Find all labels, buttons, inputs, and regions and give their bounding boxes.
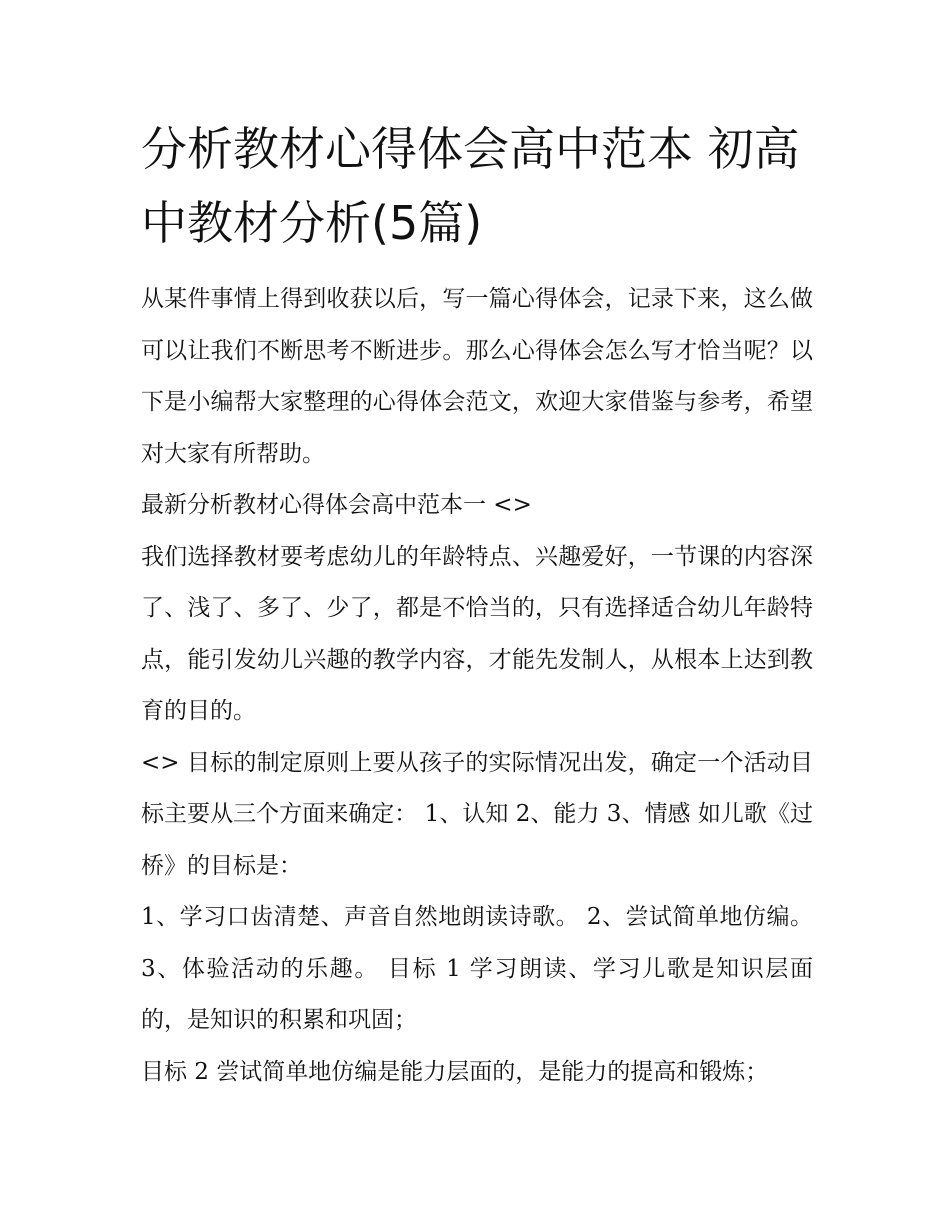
intro-paragraph: 从某件事情上得到收获以后，写一篇心得体会，记录下来，这么做可以让我们不断思考不断进步。那么心得体会怎么写才恰当呢？以下是小编帮大家整理的心得体会范文，欢迎大家借鉴与参考，希望对大家有所帮助。 [141,286,813,467]
document-page [141,112,813,1098]
document-body [141,274,813,1098]
body-paragraph: 我们选择教材要考虑幼儿的年龄特点、兴趣爱好，一节课的内容深了、浅了、多了、少了，都是不恰当的，只有选择适合幼儿年龄特点，能引发幼儿兴趣的教学内容，才能先发制人，从根本上达到教育的目的。 [141,543,813,724]
body-paragraph: <> 目标的制定原则上要从孩子的实际情况出发，确定一个活动目标主要从三个方面来确定： 1、认知 2、能力 3、情感 如儿歌《过桥》的目标是： [141,749,813,879]
section-heading: 最新分析教材心得体会高中范本一 <> [141,492,532,518]
document-title: 分析教材心得体会高中范本 初高中教材分析(5篇) [141,122,800,250]
body-paragraph: 目标 2 尝试简单地仿编是能力层面的，是能力的提高和锻炼； [141,1058,769,1085]
body-paragraph: 1、学习口齿清楚、声音自然地朗读诗歌。 2、尝试简单地仿编。 3、体验活动的乐趣。 目标 1 学习朗读、学习儿歌是知识层面的，是知识的积累和巩固； [141,904,813,1033]
